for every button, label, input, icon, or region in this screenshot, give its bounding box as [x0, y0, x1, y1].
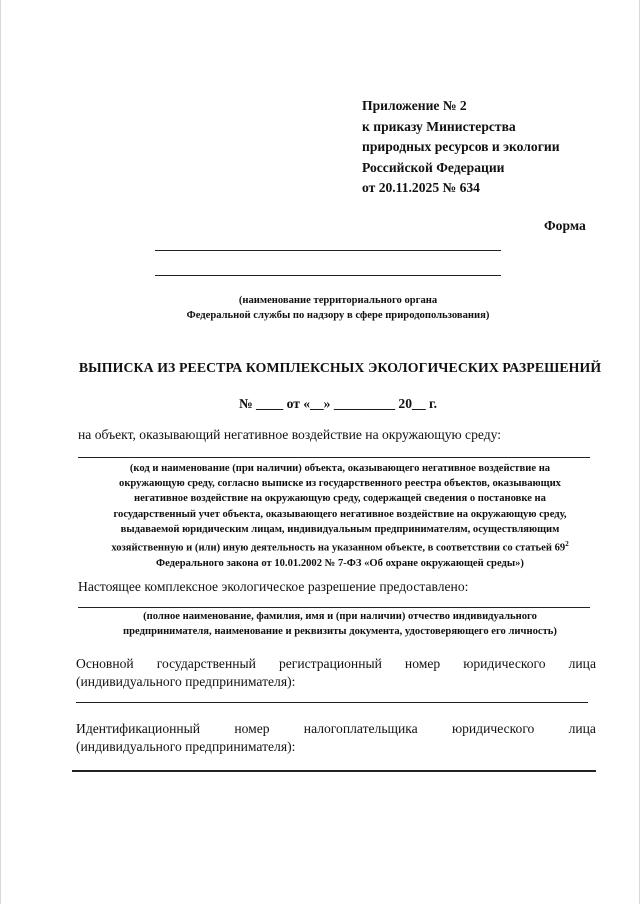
inn-word: Идентификационный: [76, 721, 201, 736]
ogrn-word: Основной: [76, 656, 134, 671]
object-line: [78, 457, 590, 458]
caption-line: Федеральной службы по надзору в сфере природопользования): [186, 310, 490, 322]
authority-name-line: [155, 275, 501, 276]
appendix-line: Российской Федерации: [362, 159, 505, 175]
number-date-line: № ____ от «__» _________ 20__ г.: [238, 396, 438, 411]
inn-word: юридического: [451, 721, 535, 736]
appendix-line: от 20.11.2025 № 634: [362, 180, 480, 195]
superscript: 2: [565, 540, 569, 549]
appendix-line: природных ресурсов и экологии: [362, 139, 560, 154]
authority-caption: [0, 293, 640, 323]
inn-line: (индивидуального предпринимателя):: [76, 739, 296, 754]
appendix-block: [362, 96, 560, 199]
inn-word: налогоплательщика: [303, 721, 418, 736]
permit-intro: Настоящее комплексное экологическое разрешение предоставлено:: [78, 579, 469, 594]
caption-line: (код и наименование (при наличии) объекта, оказывающего негативное воздействие на: [129, 463, 551, 474]
document-title: ВЫПИСКА ИЗ РЕЕСТРА КОМПЛЕКСНЫХ ЭКОЛОГИЧЕСКИХ РАЗРЕШЕНИЙ: [78, 360, 602, 375]
appendix-line: Приложение № 2: [362, 98, 467, 113]
caption-line: (наименование территориального органа: [238, 295, 438, 306]
form-label: Форма: [544, 218, 586, 233]
permit-line: [78, 607, 590, 608]
inn-word: лица: [568, 721, 596, 736]
ogrn-value-line: [76, 702, 588, 703]
caption-line: (полное наименование, фамилия, имя и (при наличии) отчество индивидуального: [143, 611, 537, 622]
ogrn-line: [76, 655, 596, 673]
caption-line: предпринимателя, наименование и реквизиты документа, удостоверяющего его личность): [123, 626, 557, 638]
ogrn-word: номер: [404, 656, 441, 671]
ogrn-block: [76, 655, 596, 691]
caption-line: выдаваемой юридическим лицам, индивидуальным предпринимателям, осуществляющим: [120, 523, 560, 535]
permit-caption: [60, 609, 620, 639]
ogrn-word: регистрационный: [278, 656, 382, 671]
inn-word: номер: [234, 721, 270, 736]
inn-value-line: [72, 770, 596, 772]
appendix-line: к приказу Министерства: [362, 118, 516, 134]
ogrn-word: лица: [568, 656, 596, 671]
caption-line: государственный учет объекта, оказывающего негативное воздействие на окружающую среду,: [113, 508, 567, 520]
ogrn-line: (индивидуального предпринимателя):: [76, 674, 296, 689]
caption-line: Федерального закона от 10.01.2002 № 7-ФЗ «Об охране окружающей среды»): [156, 557, 524, 569]
inn-block: [76, 720, 596, 756]
object-caption: [60, 461, 620, 571]
caption-line: [60, 537, 620, 556]
caption-text: хозяйственную и (или) иную деятельность на указанном объекте, в соответствии со статьей 69: [111, 542, 566, 554]
ogrn-word: государственный: [156, 656, 256, 671]
inn-line: [76, 720, 596, 738]
caption-line: негативное воздействие на окружающую среду, содержащей сведения о постановке на: [134, 493, 546, 505]
object-intro: на объект, оказывающий негативное воздействие на окружающую среду:: [78, 427, 502, 442]
ogrn-word: юридического: [463, 656, 546, 671]
authority-name-line: [155, 250, 501, 251]
caption-line: окружающую среду, согласно выписке из государственного реестра объектов, оказывающих: [119, 478, 561, 490]
